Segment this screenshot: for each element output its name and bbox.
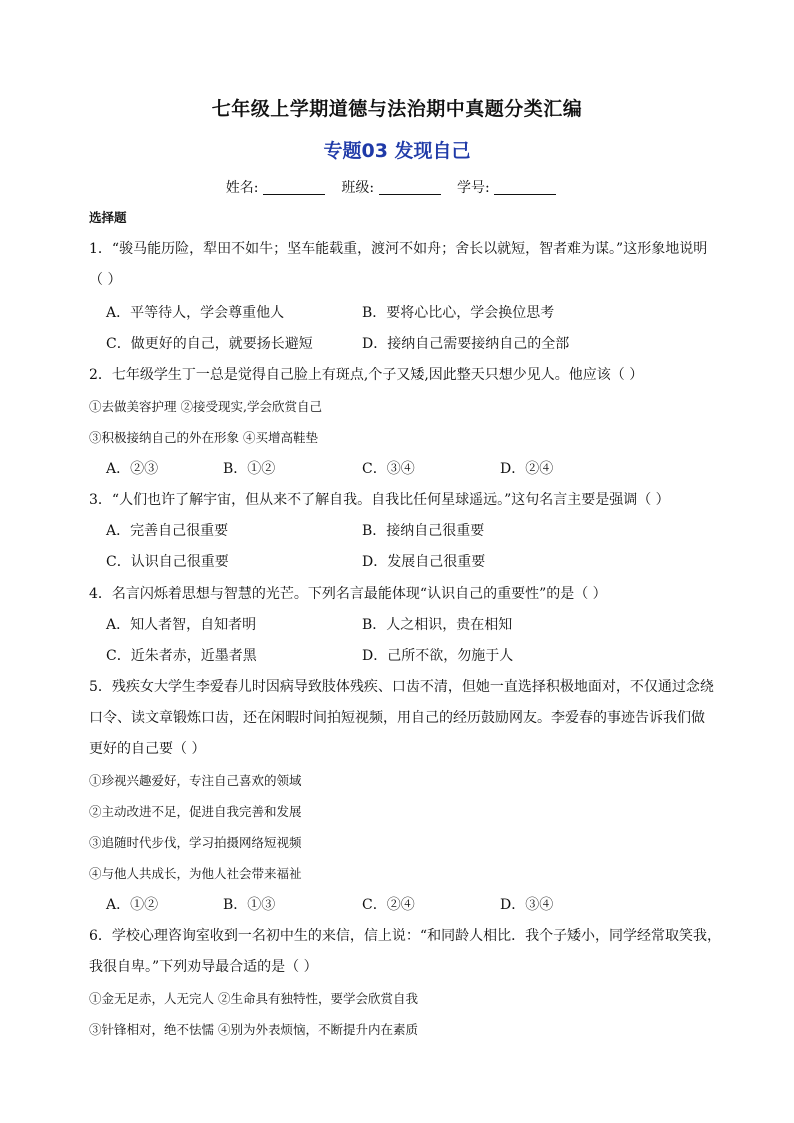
id-label: 学号:: [457, 180, 490, 196]
question-5-item-1: ①珍视兴趣爱好，专注自己喜欢的领域: [89, 773, 302, 788]
question-5-item-2: ②主动改进不足，促进自我完善和发展: [89, 804, 302, 819]
question-3-option-c: C．认识自己很重要: [106, 554, 229, 570]
id-blank[interactable]: [494, 180, 556, 195]
question-2-option-b: B．①②: [223, 461, 276, 477]
question-4-option-a: A．知人者智，自知者明: [106, 617, 257, 633]
question-2-stem: 2．七年级学生丁一总是觉得自己脸上有斑点,个子又矮,因此整天只想少见人。他应该（ ）: [89, 367, 644, 383]
question-5-stem-cont-1: 口令、读文章锻炼口齿，还在闲暇时间拍短视频，用自己的经历鼓励网友。李爱春的事迹告诉我们做: [89, 710, 705, 726]
question-6-item-1: ①金无足赤，人无完人 ②生命具有独特性，要学会欣赏自我: [89, 991, 418, 1006]
question-1-option-d: D．接纳自己需要接纳自己的全部: [362, 336, 570, 352]
question-6-item-2: ③针锋相对，绝不怯懦 ④别为外表烦恼，不断提升内在素质: [89, 1022, 418, 1037]
question-1-stem-cont: （ ）: [89, 272, 122, 288]
question-2-item-1: ①去做美容护理 ②接受现实,学会欣赏自己: [89, 399, 322, 414]
name-label: 姓名:: [225, 180, 259, 196]
question-1-stem: 1．“骏马能历险，犁田不如牛；坚车能载重，渡河不如舟；舍长以就短，智者难为谋。”这形象地说明: [89, 241, 708, 257]
section-heading: 选择题: [89, 210, 127, 225]
question-5-item-4: ④与他人共成长，为他人社会带来福祉: [89, 866, 302, 881]
document-subtitle: 专题03 发现自己: [323, 140, 471, 162]
name-blank[interactable]: [263, 180, 325, 195]
question-2-option-d: D．②④: [500, 461, 554, 477]
student-info-line: [0, 177, 794, 197]
question-5-option-d: D．③④: [500, 897, 554, 913]
question-5-option-b: B．①③: [223, 897, 276, 913]
question-4-stem: 4．名言闪烁着思想与智慧的光芒。下列名言最能体现“认识自己的重要性”的是（ ）: [89, 586, 607, 602]
question-5-stem-cont-2: 更好的自己要（ ）: [89, 741, 206, 757]
question-1-option-c: C．做更好的自己，就要扬长避短: [106, 336, 313, 352]
question-4-option-b: B．人之相识，贵在相知: [362, 617, 513, 633]
question-3-option-a: A．完善自己很重要: [106, 523, 229, 539]
question-2-option-a: A．②③: [106, 461, 159, 477]
question-5-option-c: C．②④: [362, 897, 415, 913]
question-5-item-3: ③追随时代步伐，学习拍摄网络短视频: [89, 835, 302, 850]
class-blank[interactable]: [379, 180, 441, 195]
question-4-option-c: C．近朱者赤，近墨者黑: [106, 648, 257, 664]
question-1-option-b: B．要将心比心，学会换位思考: [362, 305, 555, 321]
document-title: 七年级上学期道德与法治期中真题分类汇编: [211, 98, 583, 120]
question-6-stem-cont: 我很自卑。”下列劝导最合适的是（ ）: [89, 959, 318, 975]
question-2-option-c: C．③④: [362, 461, 415, 477]
question-2-item-2: ③积极接纳自己的外在形象 ④买增高鞋垫: [89, 430, 318, 445]
question-3-option-b: B．接纳自己很重要: [362, 523, 485, 539]
question-3-stem: 3．“人们也许了解宇宙，但从来不了解自我。自我比任何星球遥远。”这句名言主要是强调（ ）: [89, 492, 670, 508]
question-5-option-a: A．①②: [106, 897, 159, 913]
question-1-option-a: A．平等待人，学会尊重他人: [106, 305, 285, 321]
question-3-option-d: D．发展自己很重要: [362, 554, 486, 570]
question-6-stem: 6．学校心理咨询室收到一名初中生的来信，信上说：“和同龄人相比．我个子矮小，同学经常取笑我，: [89, 928, 722, 944]
question-4-option-d: D．己所不欲，勿施于人: [362, 648, 514, 664]
class-label: 班级:: [341, 180, 375, 196]
question-5-stem: 5．残疾女大学生李爱春儿时因病导致肢体残疾、口齿不清，但她一直选择积极地面对，不仅通过念绕: [89, 679, 714, 695]
